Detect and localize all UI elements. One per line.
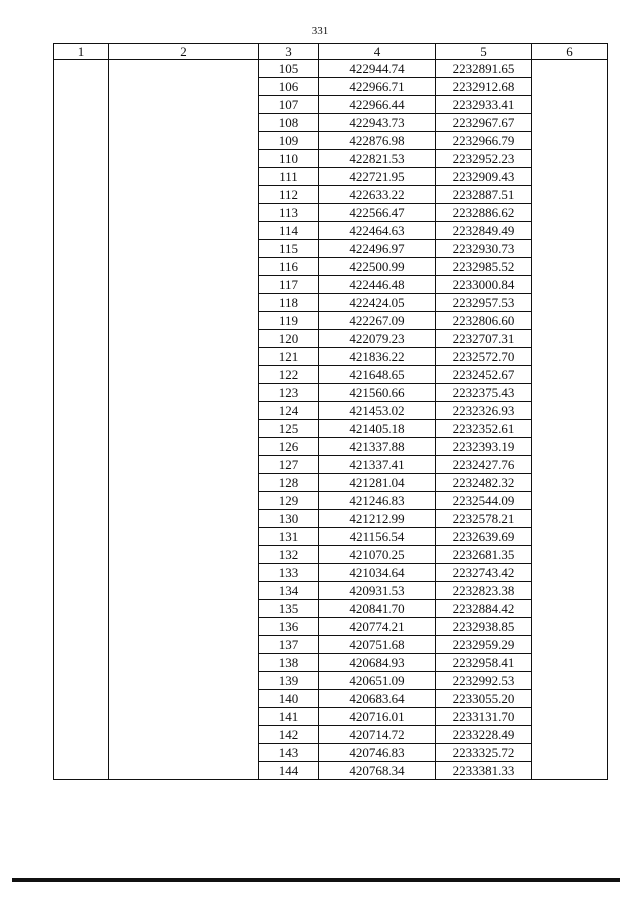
cell-col2: [109, 492, 259, 510]
cell-col6: [532, 384, 608, 402]
x-coordinate-cell: 421034.64: [319, 564, 436, 582]
table-row: [54, 114, 608, 132]
x-coordinate-cell: 421281.04: [319, 474, 436, 492]
point-number-cell: 115: [259, 240, 319, 258]
cell-col1: [54, 96, 109, 114]
y-coordinate-cell: 2232849.49: [436, 222, 532, 240]
cell-col2: [109, 348, 259, 366]
bottom-rule: [12, 878, 620, 882]
cell-col1: [54, 78, 109, 96]
table-row: [54, 258, 608, 276]
table-row: [54, 420, 608, 438]
cell-col2: [109, 204, 259, 222]
y-coordinate-cell: 2232912.68: [436, 78, 532, 96]
x-coordinate-cell: 421337.41: [319, 456, 436, 474]
point-number-cell: 121: [259, 348, 319, 366]
cell-col2: [109, 528, 259, 546]
point-number-cell: 127: [259, 456, 319, 474]
point-number-cell: 110: [259, 150, 319, 168]
point-number-cell: 111: [259, 168, 319, 186]
cell-col6: [532, 528, 608, 546]
y-coordinate-cell: 2232326.93: [436, 402, 532, 420]
table-row: [54, 474, 608, 492]
cell-col6: [532, 276, 608, 294]
cell-col2: [109, 78, 259, 96]
cell-col6: [532, 168, 608, 186]
point-number-cell: 120: [259, 330, 319, 348]
table-row: [54, 96, 608, 114]
cell-col6: [532, 474, 608, 492]
x-coordinate-cell: 422566.47: [319, 204, 436, 222]
cell-col1: [54, 690, 109, 708]
cell-col6: [532, 690, 608, 708]
cell-col6: [532, 186, 608, 204]
y-coordinate-cell: 2232938.85: [436, 618, 532, 636]
cell-col1: [54, 348, 109, 366]
point-number-cell: 116: [259, 258, 319, 276]
x-coordinate-cell: 421212.99: [319, 510, 436, 528]
point-number-cell: 113: [259, 204, 319, 222]
cell-col1: [54, 762, 109, 780]
y-coordinate-cell: 2232930.73: [436, 240, 532, 258]
x-coordinate-cell: 420774.21: [319, 618, 436, 636]
cell-col6: [532, 654, 608, 672]
x-coordinate-cell: 421453.02: [319, 402, 436, 420]
cell-col6: [532, 96, 608, 114]
point-number-cell: 108: [259, 114, 319, 132]
table-row: [54, 510, 608, 528]
table-row: [54, 132, 608, 150]
cell-col2: [109, 744, 259, 762]
point-number-cell: 107: [259, 96, 319, 114]
cell-col1: [54, 168, 109, 186]
cell-col1: [54, 420, 109, 438]
table-row: [54, 402, 608, 420]
point-number-cell: 138: [259, 654, 319, 672]
table-row: [54, 618, 608, 636]
x-coordinate-cell: 422464.63: [319, 222, 436, 240]
y-coordinate-cell: 2232884.42: [436, 600, 532, 618]
x-coordinate-cell: 422966.71: [319, 78, 436, 96]
header-row: [54, 44, 608, 60]
point-number-cell: 124: [259, 402, 319, 420]
y-coordinate-cell: 2232375.43: [436, 384, 532, 402]
cell-col2: [109, 402, 259, 420]
cell-col1: [54, 438, 109, 456]
cell-col6: [532, 636, 608, 654]
point-number-cell: 128: [259, 474, 319, 492]
x-coordinate-cell: 420683.64: [319, 690, 436, 708]
cell-col2: [109, 726, 259, 744]
cell-col2: [109, 600, 259, 618]
x-coordinate-cell: 421070.25: [319, 546, 436, 564]
cell-col1: [54, 636, 109, 654]
cell-col2: [109, 240, 259, 258]
cell-col1: [54, 312, 109, 330]
y-coordinate-cell: 2232707.31: [436, 330, 532, 348]
table-row: [54, 654, 608, 672]
cell-col2: [109, 762, 259, 780]
cell-col1: [54, 204, 109, 222]
cell-col1: [54, 330, 109, 348]
cell-col1: [54, 276, 109, 294]
cell-col1: [54, 564, 109, 582]
cell-col6: [532, 78, 608, 96]
cell-col1: [54, 654, 109, 672]
x-coordinate-cell: 420931.53: [319, 582, 436, 600]
x-coordinate-cell: 421836.22: [319, 348, 436, 366]
x-coordinate-cell: 420714.72: [319, 726, 436, 744]
y-coordinate-cell: 2232957.53: [436, 294, 532, 312]
cell-col2: [109, 168, 259, 186]
cell-col6: [532, 762, 608, 780]
cell-col6: [532, 744, 608, 762]
page-number: 331: [311, 25, 329, 37]
y-coordinate-cell: 2233325.72: [436, 744, 532, 762]
point-number-cell: 126: [259, 438, 319, 456]
cell-col2: [109, 654, 259, 672]
point-number-cell: 132: [259, 546, 319, 564]
cell-col6: [532, 618, 608, 636]
y-coordinate-cell: 2232887.51: [436, 186, 532, 204]
cell-col2: [109, 708, 259, 726]
cell-col1: [54, 456, 109, 474]
y-coordinate-cell: 2232823.38: [436, 582, 532, 600]
point-number-cell: 122: [259, 366, 319, 384]
table-row: [54, 672, 608, 690]
point-number-cell: 137: [259, 636, 319, 654]
table-row: [54, 186, 608, 204]
y-coordinate-cell: 2232966.79: [436, 132, 532, 150]
cell-col2: [109, 276, 259, 294]
point-number-cell: 109: [259, 132, 319, 150]
cell-col2: [109, 330, 259, 348]
cell-col1: [54, 510, 109, 528]
y-coordinate-cell: 2232891.65: [436, 60, 532, 78]
cell-col2: [109, 690, 259, 708]
table-row: [54, 60, 608, 78]
x-coordinate-cell: 421156.54: [319, 528, 436, 546]
table-row: [54, 456, 608, 474]
cell-col6: [532, 348, 608, 366]
cell-col6: [532, 582, 608, 600]
cell-col6: [532, 132, 608, 150]
y-coordinate-cell: 2233228.49: [436, 726, 532, 744]
cell-col6: [532, 672, 608, 690]
cell-col1: [54, 474, 109, 492]
cell-col2: [109, 96, 259, 114]
cell-col6: [532, 510, 608, 528]
y-coordinate-cell: 2232352.61: [436, 420, 532, 438]
point-number-cell: 130: [259, 510, 319, 528]
cell-col6: [532, 150, 608, 168]
table-row: [54, 744, 608, 762]
x-coordinate-cell: 421405.18: [319, 420, 436, 438]
x-coordinate-cell: 420716.01: [319, 708, 436, 726]
y-coordinate-cell: 2232958.41: [436, 654, 532, 672]
cell-col6: [532, 456, 608, 474]
y-coordinate-cell: 2232933.41: [436, 96, 532, 114]
cell-col2: [109, 474, 259, 492]
table-row: [54, 204, 608, 222]
cell-col2: [109, 618, 259, 636]
table-row: [54, 348, 608, 366]
table-row: [54, 762, 608, 780]
y-coordinate-cell: 2232482.32: [436, 474, 532, 492]
cell-col2: [109, 186, 259, 204]
cell-col2: [109, 456, 259, 474]
cell-col6: [532, 708, 608, 726]
table-row: [54, 438, 608, 456]
point-number-cell: 140: [259, 690, 319, 708]
point-number-cell: 143: [259, 744, 319, 762]
cell-col6: [532, 366, 608, 384]
y-coordinate-cell: 2232967.67: [436, 114, 532, 132]
cell-col2: [109, 60, 259, 78]
cell-col2: [109, 546, 259, 564]
cell-col2: [109, 114, 259, 132]
cell-col1: [54, 186, 109, 204]
cell-col6: [532, 60, 608, 78]
cell-col2: [109, 420, 259, 438]
point-number-cell: 117: [259, 276, 319, 294]
y-coordinate-cell: 2233381.33: [436, 762, 532, 780]
column-header: 4: [319, 44, 436, 60]
cell-col6: [532, 420, 608, 438]
x-coordinate-cell: 420746.83: [319, 744, 436, 762]
cell-col1: [54, 600, 109, 618]
cell-col6: [532, 402, 608, 420]
cell-col1: [54, 114, 109, 132]
y-coordinate-cell: 2232985.52: [436, 258, 532, 276]
cell-col6: [532, 222, 608, 240]
column-header: 1: [54, 44, 109, 60]
cell-col6: [532, 114, 608, 132]
cell-col6: [532, 294, 608, 312]
table-row: [54, 222, 608, 240]
x-coordinate-cell: 422821.53: [319, 150, 436, 168]
table-row: [54, 330, 608, 348]
cell-col1: [54, 222, 109, 240]
point-number-cell: 105: [259, 60, 319, 78]
point-number-cell: 136: [259, 618, 319, 636]
table-row: [54, 726, 608, 744]
cell-col2: [109, 258, 259, 276]
y-coordinate-cell: 2233000.84: [436, 276, 532, 294]
cell-col2: [109, 510, 259, 528]
y-coordinate-cell: 2232578.21: [436, 510, 532, 528]
table-row: [54, 528, 608, 546]
table-row: [54, 690, 608, 708]
y-coordinate-cell: 2233131.70: [436, 708, 532, 726]
cell-col2: [109, 312, 259, 330]
y-coordinate-cell: 2232544.09: [436, 492, 532, 510]
y-coordinate-cell: 2232452.67: [436, 366, 532, 384]
x-coordinate-cell: 420651.09: [319, 672, 436, 690]
y-coordinate-cell: 2232639.69: [436, 528, 532, 546]
point-number-cell: 141: [259, 708, 319, 726]
point-number-cell: 139: [259, 672, 319, 690]
table-row: [54, 294, 608, 312]
x-coordinate-cell: 422876.98: [319, 132, 436, 150]
table-row: [54, 384, 608, 402]
y-coordinate-cell: 2232992.53: [436, 672, 532, 690]
point-number-cell: 123: [259, 384, 319, 402]
table-row: [54, 78, 608, 96]
column-header: 2: [109, 44, 259, 60]
point-number-cell: 112: [259, 186, 319, 204]
cell-col2: [109, 222, 259, 240]
table-row: [54, 582, 608, 600]
cell-col6: [532, 312, 608, 330]
cell-col2: [109, 294, 259, 312]
cell-col6: [532, 258, 608, 276]
y-coordinate-cell: 2232886.62: [436, 204, 532, 222]
cell-col2: [109, 564, 259, 582]
point-number-cell: 114: [259, 222, 319, 240]
x-coordinate-cell: 422944.74: [319, 60, 436, 78]
table-row: [54, 168, 608, 186]
x-coordinate-cell: 422496.97: [319, 240, 436, 258]
point-number-cell: 118: [259, 294, 319, 312]
cell-col6: [532, 438, 608, 456]
cell-col2: [109, 150, 259, 168]
table-row: [54, 492, 608, 510]
table-row: [54, 636, 608, 654]
coordinates-table: [53, 43, 608, 780]
x-coordinate-cell: 422633.22: [319, 186, 436, 204]
table-row: [54, 312, 608, 330]
cell-col1: [54, 672, 109, 690]
x-coordinate-cell: 422943.73: [319, 114, 436, 132]
cell-col6: [532, 492, 608, 510]
table-row: [54, 708, 608, 726]
y-coordinate-cell: 2232959.29: [436, 636, 532, 654]
column-header: 5: [436, 44, 532, 60]
point-number-cell: 135: [259, 600, 319, 618]
y-coordinate-cell: 2232952.23: [436, 150, 532, 168]
cell-col2: [109, 672, 259, 690]
cell-col6: [532, 546, 608, 564]
point-number-cell: 142: [259, 726, 319, 744]
x-coordinate-cell: 422267.09: [319, 312, 436, 330]
point-number-cell: 129: [259, 492, 319, 510]
cell-col6: [532, 330, 608, 348]
cell-col1: [54, 150, 109, 168]
cell-col2: [109, 636, 259, 654]
cell-col6: [532, 600, 608, 618]
y-coordinate-cell: 2232743.42: [436, 564, 532, 582]
x-coordinate-cell: 422079.23: [319, 330, 436, 348]
y-coordinate-cell: 2232393.19: [436, 438, 532, 456]
table-row: [54, 600, 608, 618]
table-row: [54, 150, 608, 168]
cell-col6: [532, 204, 608, 222]
cell-col2: [109, 132, 259, 150]
table-row: [54, 366, 608, 384]
cell-col1: [54, 240, 109, 258]
cell-col1: [54, 366, 109, 384]
cell-col1: [54, 402, 109, 420]
cell-col1: [54, 708, 109, 726]
x-coordinate-cell: 422721.95: [319, 168, 436, 186]
point-number-cell: 106: [259, 78, 319, 96]
point-number-cell: 125: [259, 420, 319, 438]
y-coordinate-cell: 2232572.70: [436, 348, 532, 366]
x-coordinate-cell: 421560.66: [319, 384, 436, 402]
x-coordinate-cell: 420841.70: [319, 600, 436, 618]
cell-col1: [54, 294, 109, 312]
cell-col1: [54, 546, 109, 564]
y-coordinate-cell: 2232681.35: [436, 546, 532, 564]
column-header: 6: [532, 44, 608, 60]
x-coordinate-cell: 421648.65: [319, 366, 436, 384]
cell-col6: [532, 726, 608, 744]
cell-col1: [54, 726, 109, 744]
cell-col1: [54, 528, 109, 546]
x-coordinate-cell: 422446.48: [319, 276, 436, 294]
point-number-cell: 134: [259, 582, 319, 600]
y-coordinate-cell: 2232427.76: [436, 456, 532, 474]
cell-col6: [532, 564, 608, 582]
cell-col1: [54, 618, 109, 636]
cell-col2: [109, 366, 259, 384]
x-coordinate-cell: 422424.05: [319, 294, 436, 312]
cell-col1: [54, 492, 109, 510]
point-number-cell: 133: [259, 564, 319, 582]
cell-col6: [532, 240, 608, 258]
y-coordinate-cell: 2232909.43: [436, 168, 532, 186]
cell-col2: [109, 438, 259, 456]
x-coordinate-cell: 422966.44: [319, 96, 436, 114]
table-row: [54, 276, 608, 294]
y-coordinate-cell: 2233055.20: [436, 690, 532, 708]
cell-col2: [109, 582, 259, 600]
point-number-cell: 119: [259, 312, 319, 330]
x-coordinate-cell: 420684.93: [319, 654, 436, 672]
point-number-cell: 131: [259, 528, 319, 546]
table-row: [54, 564, 608, 582]
cell-col1: [54, 744, 109, 762]
y-coordinate-cell: 2232806.60: [436, 312, 532, 330]
cell-col1: [54, 258, 109, 276]
x-coordinate-cell: 420751.68: [319, 636, 436, 654]
column-header: 3: [259, 44, 319, 60]
x-coordinate-cell: 422500.99: [319, 258, 436, 276]
cell-col1: [54, 384, 109, 402]
x-coordinate-cell: 420768.34: [319, 762, 436, 780]
x-coordinate-cell: 421337.88: [319, 438, 436, 456]
cell-col2: [109, 384, 259, 402]
table-row: [54, 240, 608, 258]
x-coordinate-cell: 421246.83: [319, 492, 436, 510]
cell-col1: [54, 60, 109, 78]
cell-col1: [54, 132, 109, 150]
table-row: [54, 546, 608, 564]
cell-col1: [54, 582, 109, 600]
point-number-cell: 144: [259, 762, 319, 780]
